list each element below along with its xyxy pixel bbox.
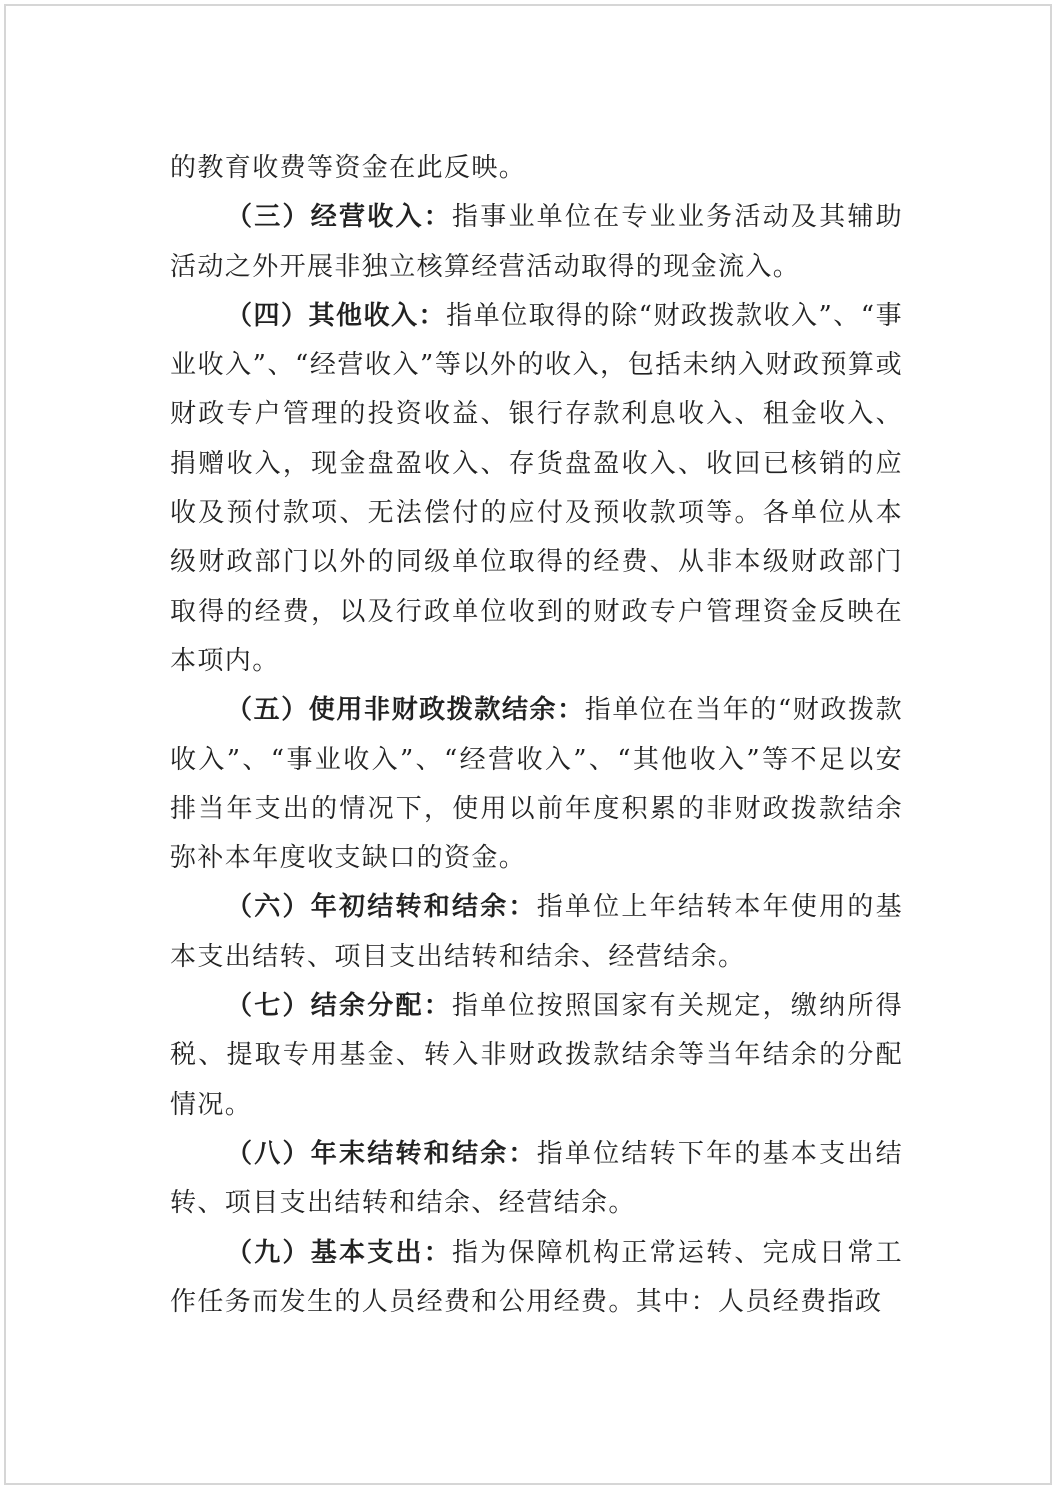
paragraph-operating-income [170, 193, 903, 292]
paragraph-text: 指单位取得的除“财政拨款收入”、“事业收入”、“经营收入”等以外的收入，包括未纳入财政预算或财政专户管理的投资收益、银行存款利息收入、租金收入、捐赠收入，现金盘盈收入、存货盘盈收入、收回已核销的应收及预付款项、无法偿付的应付及预收款项等。各单位从本级财政部门以外的同级单位取得的经费、从非本级财政部门取得的经费，以及行政单位收到的财政专户管理资金反映在本项内。 [170, 300, 904, 676]
paragraph-closing-carryover [170, 1130, 903, 1229]
term-heading: （五）使用非财政拨款结余： [226, 695, 585, 726]
term-heading: （六）年初结转和结余： [226, 892, 537, 923]
paragraph-non-fiscal-balance [170, 686, 903, 883]
term-heading: （八）年末结转和结余： [226, 1138, 537, 1169]
paragraph-text: 指事业单位在专业业务活动及其辅助活动之外开展非独立核算经营活动取得的现金流入。 [170, 202, 903, 282]
term-heading: （七）结余分配： [226, 991, 452, 1022]
paragraph-text: 指单位上年结转本年使用的基本支出结转、项目支出结转和结余、经营结余。 [170, 892, 904, 972]
paragraph-continuation [170, 144, 903, 193]
paragraph-text: 指单位结转下年的基本支出结转、项目支出结转和结余、经营结余。 [170, 1138, 904, 1219]
paragraph-text: 的教育收费等资金在此反映。 [170, 153, 527, 183]
document-page [4, 4, 1052, 1485]
term-heading: （四）其他收入： [226, 300, 447, 331]
paragraph-balance-distribution [170, 982, 903, 1130]
document-body [170, 144, 903, 1327]
paragraph-text: 指单位按照国家有关规定，缴纳所得税、提取专用基金、转入非财政拨款结余等当年结余的分配情况。 [170, 991, 903, 1120]
term-heading: （三）经营收入： [226, 202, 452, 233]
term-heading: （九）基本支出： [226, 1237, 452, 1268]
paragraph-text: 指单位在当年的“财政拨款收入”、“事业收入”、“经营收入”、“其他收入”等不足以安排当年支出的情况下，使用以前年度积累的非财政拨款结余弥补本年度收支缺口的资金。 [170, 695, 903, 874]
paragraph-opening-carryover [170, 883, 903, 982]
paragraph-other-income [170, 292, 903, 686]
paragraph-basic-expenditure [170, 1229, 903, 1328]
paragraph-text: 指为保障机构正常运转、完成日常工作任务而发生的人员经费和公用经费。其中：人员经费指政 [170, 1237, 903, 1317]
